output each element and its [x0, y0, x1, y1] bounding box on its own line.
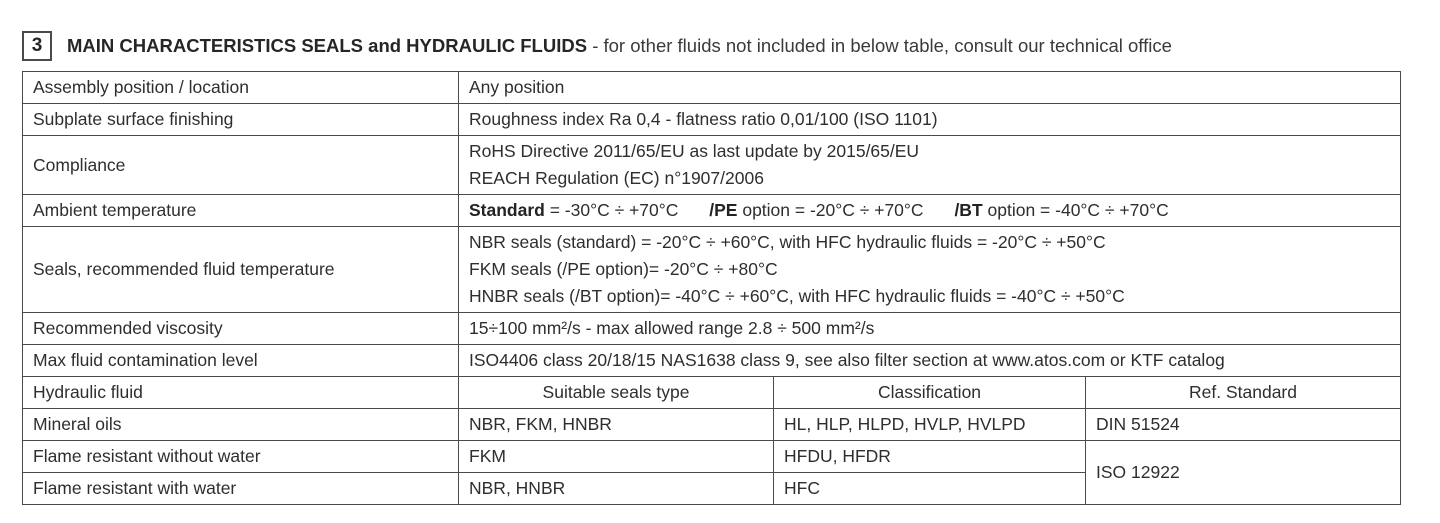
subplate-finishing-value: Roughness index Ra 0,4 - flatness ratio 0,01/100 (ISO 1101) — [459, 104, 1401, 136]
contamination-level-label: Max fluid contamination level — [23, 345, 459, 377]
recommended-viscosity-value: 15÷100 mm²/s - max allowed range 2.8 ÷ 500 mm²/s — [459, 313, 1401, 345]
fluids-row-flame-resistant-without-water — [23, 441, 1401, 473]
ambient-standard-label: Standard — [469, 200, 545, 221]
fluid-seals: FKM — [459, 441, 774, 473]
ambient-bt-label: /BT — [954, 200, 983, 221]
section-title-subtitle: - for other fluids not included in below table, consult our technical office — [587, 35, 1172, 56]
ambient-temperature-value — [459, 195, 1401, 227]
characteristics-table — [22, 71, 1401, 505]
row-ambient-temperature — [23, 195, 1401, 227]
row-seals-fluid-temperature — [23, 227, 1401, 313]
assembly-position-label: Assembly position / location — [23, 72, 459, 104]
ambient-pe-range: option = -20°C ÷ +70°C — [737, 200, 924, 221]
fluid-name: Flame resistant without water — [23, 441, 459, 473]
row-recommended-viscosity — [23, 313, 1401, 345]
subplate-finishing-label: Subplate surface finishing — [23, 104, 459, 136]
compliance-line-rohs: RoHS Directive 2011/65/EU as last update by 2015/65/EU — [469, 141, 920, 161]
fluid-ref-standard: ISO 12922 — [1086, 441, 1401, 505]
fluid-classification: HFC — [774, 473, 1086, 505]
fluids-header-row — [23, 377, 1401, 409]
fluid-classification: HFDU, HFDR — [774, 441, 1086, 473]
fluid-seals: NBR, FKM, HNBR — [459, 409, 774, 441]
seals-line-hnbr: HNBR seals (/BT option)= -40°C ÷ +60°C, with HFC hydraulic fluids = -40°C ÷ +50°C — [469, 286, 1125, 306]
seals-line-nbr: NBR seals (standard) = -20°C ÷ +60°C, with HFC hydraulic fluids = -20°C ÷ +50°C — [469, 232, 1106, 252]
row-assembly-position — [23, 72, 1401, 104]
seals-fluid-temperature-value — [459, 227, 1401, 313]
fluid-classification: HL, HLP, HLPD, HVLP, HVLPD — [774, 409, 1086, 441]
row-subplate-finishing — [23, 104, 1401, 136]
ambient-pe-label: /PE — [709, 200, 738, 221]
assembly-position-value: Any position — [459, 72, 1401, 104]
ambient-temperature-label: Ambient temperature — [23, 195, 459, 227]
fluids-row-mineral-oils — [23, 409, 1401, 441]
compliance-line-reach: REACH Regulation (EC) n°1907/2006 — [469, 168, 764, 188]
section-title-bold: MAIN CHARACTERISTICS SEALS and HYDRAULIC FLUIDS — [67, 35, 588, 56]
seals-fluid-temperature-label: Seals, recommended fluid temperature — [23, 227, 459, 313]
fluid-seals: NBR, HNBR — [459, 473, 774, 505]
compliance-value — [459, 136, 1401, 195]
section-number-box: 3 — [22, 31, 52, 61]
recommended-viscosity-label: Recommended viscosity — [23, 313, 459, 345]
fluid-name: Flame resistant with water — [23, 473, 459, 505]
fluids-header-hydraulic-fluid: Hydraulic fluid — [23, 377, 459, 409]
ambient-bt-range: option = -40°C ÷ +70°C — [982, 200, 1169, 221]
section-header — [22, 31, 1440, 61]
section-title — [67, 35, 1172, 57]
fluid-ref-standard: DIN 51524 — [1086, 409, 1401, 441]
fluid-name: Mineral oils — [23, 409, 459, 441]
fluids-header-classification: Classification — [774, 377, 1086, 409]
ambient-standard-range: = -30°C ÷ +70°C — [544, 200, 679, 221]
fluids-header-suitable-seals: Suitable seals type — [459, 377, 774, 409]
row-contamination-level — [23, 345, 1401, 377]
compliance-label: Compliance — [23, 136, 459, 195]
fluids-header-ref-standard: Ref. Standard — [1086, 377, 1401, 409]
seals-line-fkm: FKM seals (/PE option)= -20°C ÷ +80°C — [469, 259, 778, 279]
contamination-level-value: ISO4406 class 20/18/15 NAS1638 class 9, see also filter section at www.atos.com or KTF catalog — [459, 345, 1401, 377]
row-compliance — [23, 136, 1401, 195]
